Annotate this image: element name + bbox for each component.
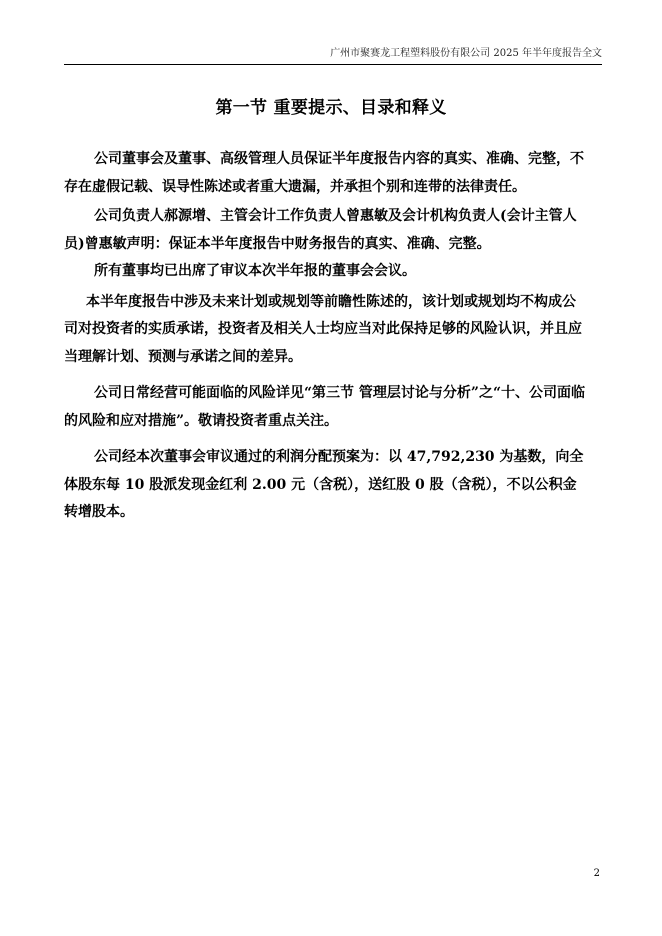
paragraph-risk-notice: 公司日常经营可能面临的风险详见“第三节 管理层讨论与分析”之“十、公司面临的风险和应对措施”。敬请投资者重点关注。 [64, 385, 586, 429]
page-number: 2 [593, 868, 600, 879]
document-body [64, 146, 588, 527]
paragraph-board-guarantee: 公司董事会及董事、高级管理人员保证半年度报告内容的真实、准确、完整，不存在虚假记载、误导性陈述或者重大遗漏，并承担个别和连带的法律责任。 [64, 151, 584, 195]
header-text: 广州市聚赛龙工程塑料股份有限公司 2025 年半年度报告全文 [330, 48, 602, 59]
paragraph-directors-attendance: 所有董事均已出席了审议本次半年报的董事会会议。 [94, 263, 416, 279]
section-title: 第一节 重要提示、目录和释义 [215, 98, 447, 118]
paragraph-profit-distribution: 公司经本次董事会审议通过的利润分配预案为：以 47,792,230 为基数，向全体股东每 10 股派发现金红利 2.00 元（含税），送红股 0 股（含税），不以公积金转增股本。 [64, 449, 584, 520]
page-header [64, 48, 602, 65]
paragraph-forward-looking: 本半年度报告中涉及未来计划或规划等前瞻性陈述的，该计划或规划均不构成公司对投资者的实质承诺，投资者及相关人士均应当对此保持足够的风险认识，并且应当理解计划、预测与承诺之间的差异。 [64, 293, 582, 365]
paragraph-responsible-persons: 公司负责人郝源增、主管会计工作负责人曾惠敏及会计机构负责人(会计主管人员)曾惠敏声明：保证本半年度报告中财务报告的真实、准确、完整。 [64, 208, 577, 252]
